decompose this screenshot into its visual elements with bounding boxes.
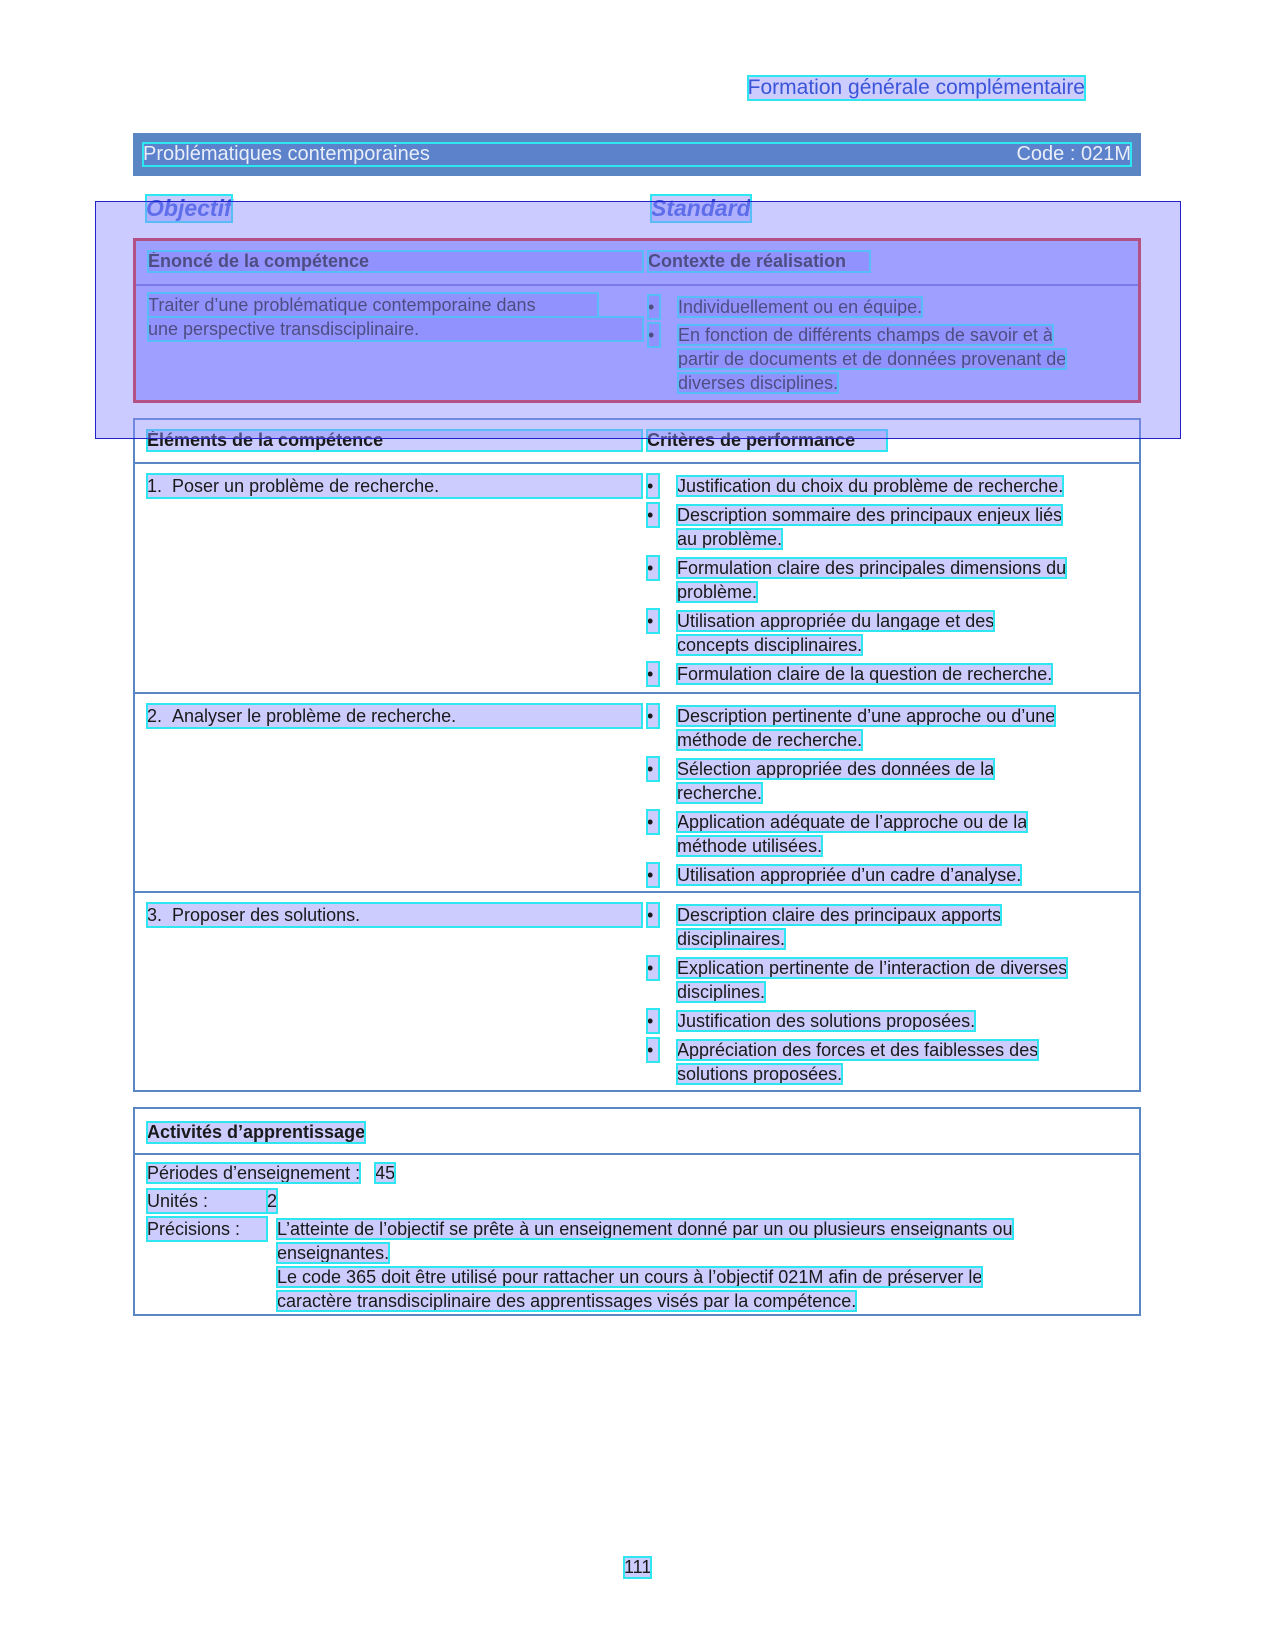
bullet-icon: • bbox=[647, 1038, 659, 1062]
criteria-list-1 bbox=[647, 474, 1132, 686]
unites-row bbox=[147, 1189, 277, 1213]
row-divider bbox=[135, 692, 1139, 694]
criteria-item: • Utilisation appropriée du langage et des concepts disciplinaires. bbox=[647, 611, 995, 655]
criteria-list-2 bbox=[647, 704, 1132, 887]
page-number: 111 bbox=[624, 1557, 652, 1577]
row-divider bbox=[135, 891, 1139, 893]
document-section-header: Formation générale complémentaire bbox=[747, 76, 1085, 99]
bullet-icon: • bbox=[647, 556, 659, 580]
bullet-icon: • bbox=[647, 474, 659, 498]
bullet-icon: • bbox=[647, 609, 659, 633]
periodes-label: Périodes d’enseignement : bbox=[147, 1163, 361, 1183]
criteria-item: • Description sommaire des principaux enjeux liés au problème. bbox=[647, 505, 1063, 549]
bullet-icon: • bbox=[647, 662, 659, 686]
bullet-icon: • bbox=[647, 863, 659, 887]
periodes-row bbox=[147, 1161, 395, 1185]
element-row-2 bbox=[147, 704, 642, 728]
standard-label: Standard bbox=[651, 195, 751, 221]
element-number: 1. bbox=[147, 476, 163, 496]
bullet-icon: • bbox=[647, 704, 659, 728]
criteria-item: • Formulation claire de la question de recherche. bbox=[647, 664, 1053, 684]
element-number: 3. bbox=[147, 905, 163, 925]
criteria-item: • Formulation claire des principales dimensions du problème. bbox=[647, 558, 1067, 602]
enonce-competence-box[interactable] bbox=[133, 238, 1141, 403]
criteria-item: • Appréciation des forces et des faiblesses des solutions proposées. bbox=[647, 1040, 1039, 1084]
element-number: 2. bbox=[147, 706, 163, 726]
criteria-item: • Justification des solutions proposées. bbox=[647, 1011, 976, 1031]
bullet-icon: • bbox=[648, 295, 660, 319]
activites-heading: Activités d’apprentissage bbox=[147, 1122, 366, 1142]
course-title-bar bbox=[133, 133, 1141, 176]
criteria-item: • Application adéquate de l’approche ou de la méthode utilisées. bbox=[647, 812, 1028, 856]
contexte-item: • En fonction de différents champs de savoir et à partir de documents et de données provenant de diverses disciplines. bbox=[648, 325, 1067, 393]
periodes-value: 45 bbox=[375, 1163, 396, 1183]
precisions-text: L’atteinte de l’objectif se prête à un enseignement donné par un ou plusieurs enseignants ou enseignantes. Le code 365 doit être utilisé pour rattacher un cours à l’objectif 021M afin de préserver le caractère transdisciplinaire des apprentissages visés par la compétence. bbox=[277, 1219, 1013, 1311]
competence-text-line1: Traiter d’une problématique contemporaine dans bbox=[148, 293, 598, 317]
elements-header-divider bbox=[135, 462, 1139, 464]
criteria-item: • Explication pertinente de l’interaction de diverses disciplines. bbox=[647, 958, 1068, 1002]
criteria-item: • Utilisation appropriée d’un cadre d’analyse. bbox=[647, 865, 1022, 885]
bullet-icon: • bbox=[647, 903, 659, 927]
unites-value: 2 bbox=[267, 1191, 278, 1211]
element-text: Analyser le problème de recherche. bbox=[172, 706, 457, 726]
contexte-list bbox=[648, 295, 1133, 395]
element-text: Poser un problème de recherche. bbox=[172, 476, 440, 496]
activites-apprentissage-box bbox=[133, 1107, 1141, 1316]
objectif-label: Objectif bbox=[146, 195, 232, 221]
element-text: Proposer des solutions. bbox=[172, 905, 361, 925]
bullet-icon: • bbox=[647, 810, 659, 834]
element-row-1 bbox=[147, 474, 642, 498]
criteria-item: • Description pertinente d’une approche ou d’une méthode de recherche. bbox=[647, 706, 1056, 750]
bullet-icon: • bbox=[647, 956, 659, 980]
criteres-heading: Critères de performance bbox=[647, 430, 887, 451]
course-title: Problématiques contemporaines bbox=[143, 143, 430, 165]
bullet-icon: • bbox=[647, 757, 659, 781]
bullet-icon: • bbox=[647, 1009, 659, 1033]
contexte-heading: Contexte de réalisation bbox=[648, 251, 870, 272]
activites-divider bbox=[135, 1153, 1139, 1155]
contexte-item: • Individuellement ou en équipe. bbox=[648, 297, 923, 317]
unites-label: Unités : bbox=[147, 1189, 267, 1213]
elements-competence-box bbox=[133, 418, 1141, 1092]
bullet-icon: • bbox=[647, 503, 659, 527]
bullet-icon: • bbox=[648, 323, 660, 347]
competence-text-line2: une perspective transdisciplinaire. bbox=[148, 317, 643, 341]
precisions-label: Précisions : bbox=[147, 1217, 267, 1241]
criteria-item: • Sélection appropriée des données de la recherche. bbox=[647, 759, 995, 803]
criteria-item: • Justification du choix du problème de recherche. bbox=[647, 476, 1064, 496]
enonce-divider bbox=[136, 284, 1138, 286]
element-row-3 bbox=[147, 903, 642, 927]
criteria-list-3 bbox=[647, 903, 1132, 1086]
criteria-item: • Description claire des principaux apports disciplinaires. bbox=[647, 905, 1002, 949]
enonce-heading: Énoncé de la compétence bbox=[148, 251, 643, 272]
elements-heading: Éléments de la compétence bbox=[147, 430, 642, 451]
course-code: Code : 021M bbox=[1016, 143, 1131, 165]
